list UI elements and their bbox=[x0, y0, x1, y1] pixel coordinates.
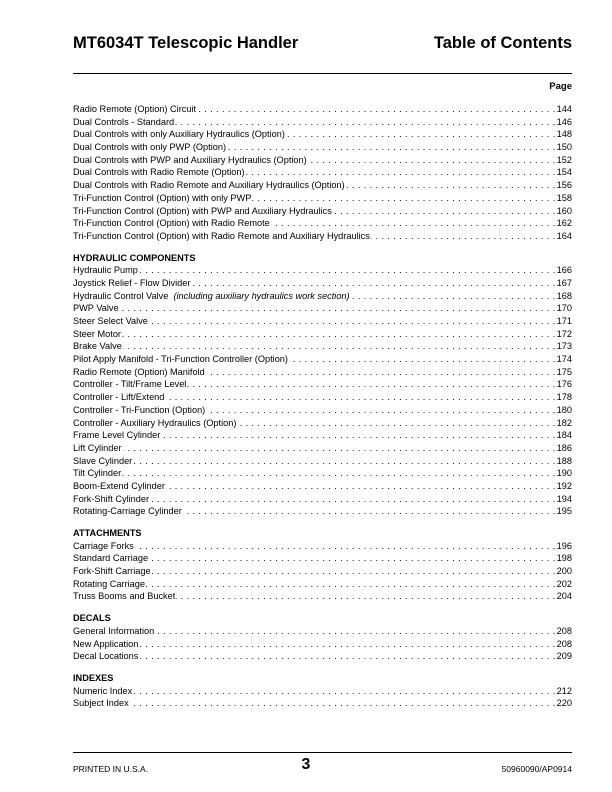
toc-entry[interactable] bbox=[73, 378, 572, 391]
page-number: 3 bbox=[301, 756, 311, 773]
toc-entry-title: Tri-Function Control (Option) with PWP and Auxiliary Hydraulics bbox=[73, 205, 332, 216]
toc-entry-title: Tri-Function Control (Option) with Radio Remote bbox=[73, 218, 270, 229]
dot-leader bbox=[155, 625, 555, 638]
toc-entry-title: PWP Valve bbox=[73, 303, 119, 314]
toc-entry[interactable] bbox=[73, 103, 572, 116]
toc-group-indexes bbox=[73, 685, 572, 710]
dot-leader bbox=[133, 455, 555, 468]
toc-entry[interactable] bbox=[73, 290, 572, 303]
dot-leader bbox=[133, 685, 555, 698]
dot-leader bbox=[130, 697, 556, 710]
toc-entry-title: Tilt Cylinder bbox=[73, 468, 122, 479]
toc-entry[interactable] bbox=[73, 353, 572, 366]
dot-leader bbox=[308, 154, 556, 167]
section-title: Table of Contents bbox=[433, 34, 572, 52]
toc-entry-title: Tri-Function Control (Option) with only PWP bbox=[73, 192, 252, 203]
toc-group-attachments bbox=[73, 540, 572, 603]
footer-divider bbox=[73, 752, 572, 753]
toc-entry-note: (including auxiliary hydraulics work section) bbox=[173, 290, 350, 301]
toc-entry[interactable] bbox=[73, 429, 572, 442]
toc-entry[interactable] bbox=[73, 565, 572, 578]
toc-group-decals bbox=[73, 625, 572, 663]
toc-entry-title: Rotating Carriage bbox=[73, 578, 146, 589]
dot-leader bbox=[237, 417, 555, 430]
toc-entry-page: 188 bbox=[556, 455, 572, 466]
toc-entry[interactable] bbox=[73, 404, 572, 417]
toc-entry[interactable] bbox=[73, 455, 572, 468]
dot-leader bbox=[150, 493, 556, 506]
dot-leader bbox=[227, 141, 556, 154]
toc-entry-title: Steer Motor bbox=[73, 328, 121, 339]
toc-entry[interactable] bbox=[73, 230, 572, 243]
toc-entry-title: Truss Booms and Bucket bbox=[73, 591, 176, 602]
toc-entry-page: 160 bbox=[556, 205, 572, 216]
toc-entry[interactable] bbox=[73, 154, 572, 167]
toc-entry-title: Radio Remote (Option) Circuit bbox=[73, 104, 197, 114]
toc-entry-title: Pilot Apply Manifold - Tri-Function Controller (Option) bbox=[73, 354, 288, 365]
toc-entry-page: 208 bbox=[556, 625, 572, 636]
dot-leader bbox=[187, 378, 555, 391]
toc-entry-title: General Information bbox=[73, 625, 155, 636]
toc-entry-title: Lift Cylinder bbox=[73, 442, 122, 453]
toc-entry-page: 173 bbox=[556, 341, 572, 352]
dot-leader bbox=[139, 264, 556, 277]
toc-entry-page: 144 bbox=[556, 104, 572, 114]
toc-entry-page: 178 bbox=[556, 392, 572, 403]
document-title: MT6034T Telescopic Handler bbox=[73, 34, 299, 52]
section-heading-hydraulic: HYDRAULIC COMPONENTS bbox=[73, 252, 196, 263]
toc-entry-title: Dual Controls with Radio Remote and Auxiliary Hydraulics (Option) bbox=[73, 180, 345, 191]
toc-entry-page: 200 bbox=[556, 566, 572, 577]
dot-leader bbox=[271, 217, 556, 230]
toc-entry-page: 194 bbox=[556, 493, 572, 504]
toc-entry-title: Controller - Lift/Extend bbox=[73, 392, 165, 403]
section-heading-indexes: INDEXES bbox=[73, 672, 114, 683]
toc-entry[interactable] bbox=[73, 315, 572, 328]
toc-entry-page: 146 bbox=[556, 116, 572, 127]
toc-entry-title: Hydraulic Pump bbox=[73, 265, 138, 276]
toc-entry-page: 184 bbox=[556, 430, 572, 441]
toc-entry[interactable] bbox=[73, 391, 572, 404]
dot-leader bbox=[149, 315, 556, 328]
toc-entry[interactable] bbox=[73, 442, 572, 455]
dot-leader bbox=[176, 590, 555, 603]
toc-entry[interactable] bbox=[73, 328, 572, 341]
toc-entry[interactable] bbox=[73, 277, 572, 290]
dot-leader bbox=[289, 353, 556, 366]
dot-leader bbox=[183, 505, 556, 518]
toc-entry-title: Controller - Tilt/Frame Level bbox=[73, 379, 187, 390]
dot-leader bbox=[122, 467, 555, 480]
toc-entry-page: 170 bbox=[556, 303, 572, 314]
toc-entry-page: 209 bbox=[556, 651, 572, 662]
toc-entry-page: 167 bbox=[556, 277, 572, 288]
toc-entry-page: 166 bbox=[556, 265, 572, 276]
toc-entry[interactable] bbox=[73, 217, 572, 230]
toc-entry[interactable] bbox=[73, 141, 572, 154]
toc-entry-page: 186 bbox=[556, 442, 572, 453]
toc-entry-title: Dual Controls with only Auxiliary Hydraulics (Option) bbox=[73, 129, 285, 140]
toc-entry-title: Dual Controls with PWP and Auxiliary Hydraulics (Option) bbox=[73, 154, 307, 165]
toc-entry[interactable] bbox=[73, 192, 572, 205]
toc-entry-title: Tri-Function Control (Option) with Radio Remote and Auxiliary Hydraulics bbox=[73, 230, 370, 241]
toc-entry-title: Radio Remote (Option) Manifold bbox=[73, 366, 205, 377]
toc-entry-page: 164 bbox=[556, 230, 572, 241]
toc-entry[interactable] bbox=[73, 493, 572, 506]
dot-leader bbox=[206, 404, 555, 417]
dot-leader bbox=[120, 302, 556, 315]
toc-entry-title: New Application bbox=[73, 638, 139, 649]
dot-leader bbox=[191, 277, 555, 290]
toc-entry-title: Hydraulic Control Valve (including auxiliary hydraulics work section) bbox=[73, 290, 350, 301]
toc-entry-page: 182 bbox=[556, 417, 572, 428]
toc-entry-title: Controller - Tri-Function (Option) bbox=[73, 404, 206, 415]
toc-entry-page: 196 bbox=[556, 540, 572, 551]
toc-entry-page: 158 bbox=[556, 192, 572, 203]
toc-entry[interactable] bbox=[73, 264, 572, 277]
toc-entry-page: 180 bbox=[556, 404, 572, 415]
dot-leader bbox=[197, 103, 556, 116]
toc-entry-title: Slave Cylinder bbox=[73, 455, 133, 466]
toc-entry[interactable] bbox=[73, 480, 572, 493]
dot-leader bbox=[139, 638, 555, 651]
toc-entry-page: 195 bbox=[556, 506, 572, 517]
toc-entry-title: Fork-Shift Cylinder bbox=[73, 493, 150, 504]
toc-entry[interactable] bbox=[73, 650, 572, 663]
toc-entry[interactable] bbox=[73, 116, 572, 129]
toc-group-hydraulic bbox=[73, 264, 572, 518]
dot-leader bbox=[122, 328, 556, 341]
toc-entry-page: 156 bbox=[556, 180, 572, 191]
toc-entry-page: 220 bbox=[556, 698, 572, 709]
toc-entry-title: Decal Locations bbox=[73, 651, 139, 662]
dot-leader bbox=[252, 192, 555, 205]
toc-entry-page: 176 bbox=[556, 379, 572, 390]
toc-entry-page: 148 bbox=[556, 129, 572, 140]
toc-entry-page: 175 bbox=[556, 366, 572, 377]
toc-entry-page: 198 bbox=[556, 553, 572, 564]
toc-entry-title: Standard Carriage bbox=[73, 553, 149, 564]
toc-entry[interactable] bbox=[73, 590, 572, 603]
dot-leader bbox=[166, 480, 556, 493]
toc-entry-title: Dual Controls with only PWP (Option) bbox=[73, 142, 227, 153]
toc-entry[interactable] bbox=[73, 166, 572, 179]
toc-entry-page: 202 bbox=[556, 578, 572, 589]
document-code: 50960090/AP0914 bbox=[501, 764, 572, 774]
header-divider bbox=[73, 73, 572, 74]
dot-leader bbox=[206, 366, 556, 379]
section-heading-attachments: ATTACHMENTS bbox=[73, 528, 142, 538]
toc-entry-page: 162 bbox=[556, 218, 572, 229]
toc-entry[interactable] bbox=[73, 697, 572, 710]
toc-entry[interactable] bbox=[73, 467, 572, 480]
toc-entry-page: 154 bbox=[556, 167, 572, 178]
toc-entry[interactable] bbox=[73, 179, 572, 192]
toc-entry-title: Dual Controls - Standard bbox=[73, 116, 175, 127]
dot-leader bbox=[371, 230, 556, 243]
dot-leader bbox=[152, 565, 556, 578]
dot-leader bbox=[161, 429, 555, 442]
toc-entry[interactable] bbox=[73, 205, 572, 218]
dot-leader bbox=[146, 578, 556, 591]
dot-leader bbox=[333, 205, 556, 218]
toc-entry-page: 150 bbox=[556, 142, 572, 153]
toc-group-circuits bbox=[73, 103, 572, 243]
toc-entry-page: 171 bbox=[556, 316, 572, 326]
toc-entry-title: Frame Level Cylinder bbox=[73, 430, 161, 441]
toc-entry-page: 152 bbox=[556, 154, 572, 165]
toc-entry-title: Joystick Relief - Flow Divider bbox=[73, 277, 191, 288]
toc-entry[interactable] bbox=[73, 505, 572, 518]
toc-entry-title: Rotating-Carriage Cylinder bbox=[73, 506, 182, 517]
dot-leader bbox=[139, 650, 555, 663]
dot-leader bbox=[351, 290, 556, 303]
toc-entry-page: 208 bbox=[556, 638, 572, 649]
toc-entry-title: Numeric Index bbox=[73, 685, 133, 696]
toc-entry-title: Steer Select Valve bbox=[73, 316, 148, 326]
toc-entry-page: 192 bbox=[556, 480, 572, 491]
toc-entry-page: 204 bbox=[556, 591, 572, 602]
dot-leader bbox=[123, 442, 556, 455]
dot-leader bbox=[175, 116, 556, 129]
toc-entry-page: 168 bbox=[556, 290, 572, 301]
toc-entry-title: Brake Valve bbox=[73, 341, 122, 352]
dot-leader bbox=[286, 128, 556, 141]
page-column-label: Page bbox=[549, 81, 572, 92]
page-header bbox=[73, 34, 572, 56]
toc-entry-title: Carriage Forks bbox=[73, 540, 134, 551]
toc-entry[interactable] bbox=[73, 540, 572, 553]
toc-entry-page: 190 bbox=[556, 468, 572, 479]
toc-entry-page: 212 bbox=[556, 685, 572, 696]
toc-entry[interactable] bbox=[73, 578, 572, 591]
table-of-contents bbox=[73, 103, 572, 710]
toc-entry-title: Controller - Auxiliary Hydraulics (Option) bbox=[73, 417, 237, 428]
toc-entry-title: Dual Controls with Radio Remote (Option) bbox=[73, 167, 245, 178]
toc-entry-title: Boom-Extend Cylinder bbox=[73, 480, 165, 491]
printed-in-label: PRINTED IN U.S.A. bbox=[73, 764, 149, 774]
toc-entry-title: Fork-Shift Carriage bbox=[73, 566, 151, 577]
toc-entry[interactable] bbox=[73, 638, 572, 651]
toc-entry[interactable] bbox=[73, 625, 572, 638]
toc-entry[interactable] bbox=[73, 366, 572, 379]
dot-leader bbox=[149, 552, 556, 565]
section-heading-decals: DECALS bbox=[73, 613, 111, 624]
dot-leader bbox=[346, 179, 556, 192]
toc-entry[interactable] bbox=[73, 685, 572, 698]
toc-entry-title: Subject Index bbox=[73, 698, 129, 709]
dot-leader bbox=[135, 540, 556, 553]
dot-leader bbox=[165, 391, 555, 404]
toc-entry[interactable] bbox=[73, 552, 572, 565]
toc-entry-page: 172 bbox=[556, 328, 572, 339]
toc-entry[interactable] bbox=[73, 128, 572, 141]
toc-entry[interactable] bbox=[73, 302, 572, 315]
dot-leader bbox=[123, 340, 556, 353]
toc-entry[interactable] bbox=[73, 417, 572, 430]
toc-entry[interactable] bbox=[73, 340, 572, 353]
toc-entry-page: 174 bbox=[556, 354, 572, 365]
dot-leader bbox=[246, 166, 556, 179]
